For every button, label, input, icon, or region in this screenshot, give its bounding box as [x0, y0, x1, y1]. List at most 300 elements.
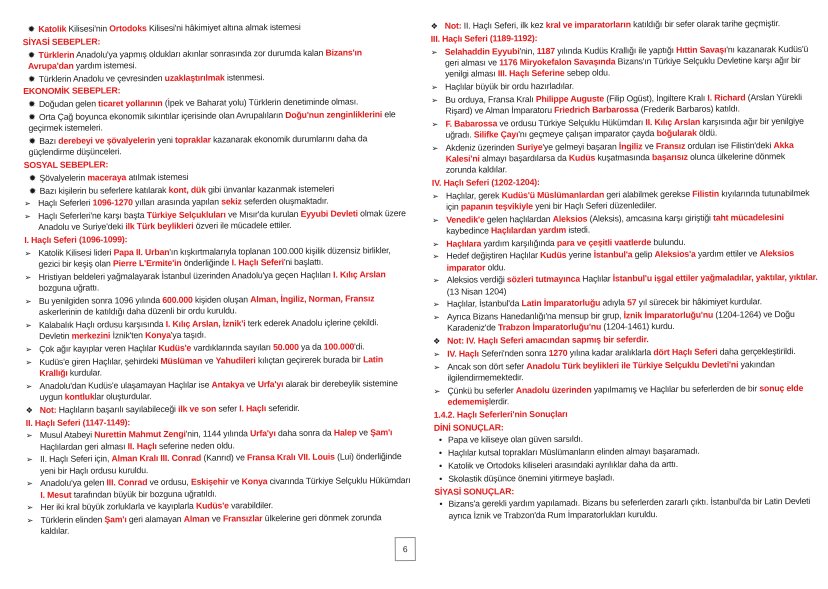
dot-bullet-icon: •: [438, 435, 442, 446]
body-text: (Aleksis), amcasına karşı giriştiği: [587, 212, 714, 224]
star-bullet-icon: ✹: [28, 135, 36, 147]
highlight-text: 1187: [536, 45, 556, 56]
body-text: ve ordusu Türkiye Selçuklu Hükümdarı: [497, 116, 646, 128]
body-text: seferden oluşmaktadır.: [241, 196, 329, 207]
list-item: [431, 91, 816, 116]
section-heading: [23, 83, 408, 97]
body-text: II. Haçlı Seferi için,: [40, 453, 112, 465]
highlight-text: Kudüs'e: [158, 342, 192, 353]
body-text: istenmesi.: [224, 71, 265, 83]
body-text: ve: [244, 378, 258, 390]
arrow-bullet-icon: ➢: [24, 272, 32, 283]
arrow-bullet-icon: ➢: [432, 252, 440, 262]
body-text: geri alamayan: [126, 513, 184, 525]
body-text: Kalabalık Haçlı ordusu karşısında: [38, 318, 166, 330]
highlight-text: Konya: [145, 330, 171, 341]
list-item: [24, 170, 409, 184]
star-bullet-icon: ✹: [28, 73, 36, 84]
arrow-bullet-icon: ➢: [24, 320, 32, 331]
body-text: Kudüs'e giren Haçlılar, şehirdeki: [39, 355, 161, 367]
highlight-text: derebeyi ve şövalyelerin: [58, 135, 156, 146]
body-text: Bu orduya, Fransa Kralı: [445, 93, 536, 105]
body-text: olmak üzere Anadolu ve Suriye'deki: [38, 208, 406, 233]
star-bullet-icon: ✹: [28, 99, 36, 110]
highlight-text: IV. Haçlı: [447, 348, 479, 359]
highlight-text: I. Haçlı Seferi: [231, 257, 284, 268]
highlight-text: I. Richard: [707, 91, 746, 103]
body-text: ve: [202, 355, 216, 366]
list-item: [26, 427, 411, 452]
highlight-text: DİNİ SONUÇLAR:: [433, 421, 504, 433]
arrow-bullet-icon: ➢: [431, 95, 438, 105]
highlight-text: 1176 Miryokefalon Savaşında: [499, 56, 616, 68]
highlight-text: başarısız: [651, 151, 688, 162]
list-item: [26, 451, 411, 476]
highlight-text: sonuç elde edememiş: [447, 382, 804, 407]
list-item: [24, 245, 409, 270]
list-item: [434, 458, 819, 472]
body-text: yardım karşılığında: [481, 237, 557, 249]
body-text: Kilisesi'nin: [66, 23, 110, 34]
highlight-text: kontluk: [64, 391, 95, 402]
highlight-text: II. Haçlı: [127, 440, 157, 451]
body-text: (Frederik Barbaros) katıldı.: [638, 103, 740, 115]
highlight-text: SİYASİ SONUÇLAR:: [434, 485, 515, 497]
list-item: [433, 309, 818, 334]
star-bullet-icon: ✹: [28, 185, 37, 196]
body-text: özveri ile mücadele ettiler.: [193, 220, 292, 232]
section-heading: [434, 407, 819, 421]
highlight-text: Fransızlar: [222, 513, 263, 524]
diamond-bullet-icon: ❖: [433, 336, 441, 347]
list-item: [433, 296, 818, 310]
arrow-bullet-icon: ➢: [433, 349, 440, 359]
body-text: askerlerinin de katıldığı daha düzenli bir ordu kuruldu.: [38, 305, 237, 318]
body-text: Ayrıca Bizans Hanedanlığı'na mensup bir grup,: [446, 310, 624, 322]
highlight-text: Urfa'yı: [250, 428, 276, 439]
body-text: Akdeniz üzerinden: [445, 141, 517, 153]
highlight-text: merkezini: [71, 330, 111, 341]
list-item: [432, 139, 817, 176]
list-item: [434, 471, 819, 485]
list-item: [25, 293, 410, 318]
highlight-text: para ve çeşitli vaatlerde: [556, 236, 652, 248]
highlight-text: Şam'ı: [370, 427, 393, 438]
body-text: 'di.: [354, 341, 365, 352]
highlight-text: Not: IV. Haçlı Seferi amacından sapmış bir seferdir.: [447, 334, 649, 346]
body-text: gibi ünvanlar kazanmak istemeleri: [205, 183, 335, 195]
body-text: yeni: [155, 134, 176, 146]
list-item: [433, 346, 818, 360]
body-text: 'ın kışkırtmalarıyla toplanan 100.000 kişilik düzensiz birlikler, gezici bir keşiş olan: [38, 245, 391, 270]
body-text: terk ederek Anadolu içlerine çekildi. Devletin: [39, 317, 379, 342]
arrow-bullet-icon: ➢: [24, 212, 31, 222]
body-text: ülkelerine geri dönmek zorunda kaldılar.: [40, 512, 382, 537]
list-item: [433, 359, 818, 384]
body-text: 'nin,: [519, 45, 537, 56]
body-text: istedi.: [566, 224, 591, 235]
body-text: Çok ağır kayıplar veren Haçlılar: [39, 342, 159, 354]
highlight-text: Latin Krallığı: [39, 354, 384, 378]
dot-bullet-icon: •: [439, 460, 443, 471]
highlight-text: Alman: [183, 513, 210, 524]
highlight-text: Philippe Auguste: [535, 93, 605, 104]
body-text: geri alabilmek gerekse: [604, 188, 693, 200]
highlight-text: sözleri tutmayınca: [506, 274, 581, 285]
highlight-text: Not:: [39, 404, 57, 415]
highlight-text: papanın teşvikiyle: [460, 200, 533, 212]
highlight-text: dört Haçlı Seferi: [653, 346, 718, 358]
body-text: orduları ise Filistin'deki: [685, 139, 774, 151]
body-text: yeni bir Haçlı Seferi düzenlediler.: [532, 199, 657, 211]
star-bullet-icon: ✹: [27, 23, 35, 35]
star-bullet-icon: ✹: [28, 111, 36, 123]
highlight-text: İstanbul'u işgal ettiler yağmaladılar, yaktılar, yıktılar.: [612, 272, 818, 284]
highlight-text: EKONOMİK SEBEPLER:: [23, 85, 121, 97]
arrow-bullet-icon: ➢: [433, 386, 441, 396]
arrow-bullet-icon: ➢: [24, 296, 32, 307]
body-text: yapılmamış ve Haçlılar bu seferlerden de bir: [591, 383, 760, 395]
body-text: vardıklarında sayıları: [191, 342, 274, 353]
highlight-text: Yahudileri: [215, 355, 256, 366]
highlight-text: I. Haçlı: [239, 402, 267, 414]
body-text: kıyılarında tutunabilmek için: [446, 187, 810, 212]
highlight-text: Nurettin Mahmut Zengi: [94, 429, 186, 440]
highlight-text: Alman Kralı III. Conrad: [111, 453, 202, 464]
body-text: ve: [228, 476, 242, 487]
list-item: [25, 354, 410, 379]
arrow-bullet-icon: ➢: [24, 248, 32, 259]
highlight-text: topraklar: [174, 134, 211, 145]
list-item: [26, 499, 411, 513]
body-text: öldü.: [696, 127, 718, 138]
body-text: civarında Türkiye Selçuklu Hükümdarı: [267, 475, 411, 487]
body-text: yılları arasında yapılan: [132, 196, 222, 208]
highlight-text: Aleksios: [552, 213, 588, 224]
arrow-bullet-icon: ➢: [431, 191, 439, 201]
highlight-text: Venedik'e: [446, 214, 485, 225]
body-text: Bazı: [39, 135, 59, 146]
highlight-text: 57: [627, 297, 637, 308]
body-text: 'nı kazanarak Kudüs'ü geri alması ve: [444, 43, 809, 68]
page-number: 6: [395, 537, 416, 561]
body-text: (İpek ve Baharat yolu) Türklerin denetiminde olması.: [162, 96, 359, 109]
highlight-text: Urfa'yı: [257, 378, 284, 389]
highlight-text: Filistin: [692, 188, 720, 199]
body-text: tarafından büyük bir bozguna uğratıldı.: [71, 488, 217, 500]
highlight-text: Fransız: [655, 140, 686, 151]
list-item: [432, 211, 817, 236]
body-text: ve: [209, 513, 223, 524]
highlight-text: Fransa Kralı VII. Louis: [246, 451, 335, 463]
arrow-bullet-icon: ➢: [25, 381, 33, 391]
highlight-text: Hıttin Savaşı: [676, 44, 727, 55]
body-text: ele geçirmek istemeleri.: [28, 109, 396, 134]
body-text: alarak bir derebeylik sistemine uygun: [39, 377, 398, 402]
body-text: bulundu.: [651, 236, 686, 247]
highlight-text: SİYASİ SEBEPLER:: [22, 36, 101, 47]
highlight-text: Eyyubi Devleti: [300, 208, 358, 220]
highlight-text: İznik İmparatorluğu'nu: [623, 309, 714, 321]
highlight-text: II. Kılıç Arslan: [645, 116, 701, 127]
body-text: Doğudan gelen: [38, 98, 99, 110]
body-text: (13 Nisan 1204): [446, 285, 507, 297]
body-text: Çünkü bu seferler: [447, 384, 516, 396]
list-item: [431, 79, 816, 93]
list-item: [25, 269, 410, 294]
body-text: Bizans'a gerekli yardım yapılamadı. Bizans bu seferlerden zararlı çıktı. İstanbul'da bir Latin Devleti ayrıca İznik ve Trabzon'da Rum İmparatorlukları kuruldu.: [448, 496, 811, 521]
body-text: ve Mısır'da kurulan: [225, 209, 301, 220]
body-text: sebep oldu.: [564, 67, 611, 78]
body-text: Haçlıların başarılı sayılabileceği: [56, 403, 179, 415]
dot-bullet-icon: •: [439, 473, 443, 484]
list-item: [23, 47, 408, 72]
body-text: varabildiler.: [228, 500, 274, 511]
body-text: yerine: [566, 249, 594, 261]
arrow-bullet-icon: ➢: [433, 362, 440, 372]
body-text: önderliğinde: [181, 257, 232, 268]
list-item: [432, 187, 817, 212]
highlight-text: F. Babarossa: [445, 117, 498, 129]
section-heading: [24, 157, 409, 171]
highlight-text: IV. Haçlı Seferi (1202-1204):: [431, 176, 540, 188]
highlight-text: Aleksios imparator: [446, 248, 795, 273]
highlight-text: Eskişehir: [190, 476, 229, 488]
highlight-text: I. Kılıç Arslan, İznik'i: [165, 318, 246, 329]
highlight-text: Anadolu üzerinden: [515, 384, 592, 395]
body-text: Türklerin Anadolu ve çevresinden: [38, 72, 165, 84]
highlight-text: II. Haçlı Seferi (1147-1149):: [25, 416, 131, 428]
body-text: ve ordusu,: [147, 477, 191, 488]
highlight-text: I. Mesut: [40, 489, 72, 500]
body-text: gelen haçlılardan: [484, 213, 553, 225]
list-item: [434, 432, 819, 446]
body-text: ve: [356, 427, 371, 438]
body-text: İznik'ten: [110, 330, 146, 341]
body-text: Orta Çağ boyunca ekonomik sıkıntılar içerisinde olan Avrupalıların: [38, 109, 286, 122]
arrow-bullet-icon: ➢: [431, 119, 439, 129]
body-text: kılıçtan geçirerek burada bir: [255, 354, 364, 366]
highlight-text: 50.000: [273, 341, 299, 353]
body-text: Kilisesi'ni hâkimiyet altına almak istemesi: [146, 21, 301, 34]
highlight-text: Türkiye Selçukluları: [146, 209, 226, 221]
highlight-text: boğularak: [656, 127, 697, 138]
section-heading: [26, 415, 411, 429]
highlight-text: İstanbul'a: [593, 249, 633, 260]
body-text: Şövalyelerin: [39, 172, 88, 183]
list-item: [431, 115, 816, 140]
highlight-text: Latin İmparatorluğu: [521, 297, 601, 309]
highlight-text: Haçlılardan yardım: [490, 224, 567, 236]
highlight-text: Şam'ı: [104, 514, 127, 525]
star-bullet-icon: ✹: [28, 172, 37, 183]
body-text: katıldığı bir sefer olarak tarihe geçmiştir.: [630, 18, 781, 30]
list-item: [25, 341, 410, 355]
diamond-bullet-icon: ❖: [25, 405, 33, 415]
list-item: [24, 208, 409, 233]
body-text: 'ya taşıdı.: [170, 329, 207, 341]
highlight-text: sekiz: [221, 196, 242, 207]
body-text: Katolik Kilisesi lideri: [38, 247, 114, 258]
arrow-bullet-icon: ➢: [432, 239, 439, 249]
arrow-bullet-icon: ➢: [24, 199, 31, 209]
highlight-text: Selahaddin Eyyubi: [444, 45, 520, 57]
list-item: [25, 317, 410, 342]
body-text: sefer: [216, 403, 240, 414]
body-text: oldu.: [485, 261, 506, 273]
highlight-text: Kudüs'e: [195, 500, 229, 512]
arrow-bullet-icon: ➢: [431, 82, 438, 92]
highlight-text: ilk Türk beylikleri: [125, 221, 194, 232]
highlight-text: Bizans'ın Avrupa'dan: [27, 46, 362, 71]
body-text: Anadolu'ya yapmış oldukları akınlar sonrasında zor durumda kalan: [74, 47, 326, 60]
body-text: Haçlı Seferleri: [38, 197, 93, 209]
list-item: [25, 378, 410, 403]
dot-bullet-icon: •: [438, 447, 442, 458]
highlight-text: Kudüs: [540, 250, 567, 261]
section-heading: [434, 483, 819, 497]
arrow-bullet-icon: ➢: [25, 344, 32, 355]
body-text: (1204-1264) ve Doğu Karadeniz'de: [447, 309, 795, 334]
list-item: [432, 248, 817, 273]
body-text: 'nin, 1144 yılında: [185, 428, 251, 440]
section-heading: [23, 34, 408, 48]
arrow-bullet-icon: ➢: [25, 357, 32, 367]
list-item: [23, 96, 408, 110]
highlight-text: Türklerin: [38, 49, 75, 60]
highlight-text: Trabzon İmparatorluğu'nu: [497, 321, 602, 333]
body-text: II. Haçlı Seferi, ilk kez: [461, 19, 546, 31]
section-heading: [431, 31, 816, 45]
body-text: (Filip Ogüst), İngiltere Kralı: [604, 92, 708, 104]
body-text: lar oluşturdular.: [94, 391, 152, 402]
body-text: Bizans'ın Türkiye Selçuklu Devletine karşı ağır bir yenilgi alması: [445, 54, 801, 79]
list-item: [23, 71, 408, 85]
body-text: (Lui) önderliğinde yeni bir Haçlı ordusu kuruldu.: [40, 451, 402, 476]
body-text: Katolik ve Ortodoks kiliseleri arasındaki ayrılıklar daha da arttı.: [448, 458, 679, 471]
highlight-text: Alman, İngiliz, Norman, Fransız: [250, 293, 375, 305]
body-text: Ancak son dört sefer: [447, 360, 527, 372]
arrow-bullet-icon: ➢: [26, 503, 34, 513]
list-item: [24, 195, 409, 209]
body-text: almayı başardılarsa da: [479, 152, 569, 164]
body-text: karşısında ağır bir yenilgiye uğradı.: [445, 115, 804, 140]
list-item: [434, 496, 819, 521]
body-text: adıyla: [600, 297, 628, 308]
list-item: [434, 445, 819, 459]
highlight-text: Konya: [241, 476, 268, 487]
highlight-text: Aleksios'a: [654, 249, 696, 260]
arrow-bullet-icon: ➢: [432, 312, 440, 323]
body-text: Haçlılar kutsal toprakları Müslümanların elinden almayı başaramadı.: [447, 445, 700, 458]
body-text: seferine neden oldu.: [156, 439, 235, 451]
body-text: seferidir.: [266, 402, 300, 413]
arrow-bullet-icon: ➢: [25, 431, 33, 441]
highlight-text: Pierre L'Ermite'in: [112, 257, 182, 269]
list-item: [26, 402, 411, 416]
body-text: Anadolu'dan Kudüs'e ulaşamayan Haçlılar ise: [39, 379, 212, 391]
highlight-text: uzaklaştırılmak: [164, 72, 225, 83]
highlight-text: Doğu'nun zenginliklerini: [285, 109, 383, 120]
highlight-text: Haçlılara: [446, 238, 482, 249]
highlight-text: 1.4.2. Haçlı Seferleri'nin Sonuçları: [433, 408, 568, 420]
body-text: Haçlılar, gerek: [445, 189, 502, 201]
section-heading: [24, 232, 409, 246]
body-text: Skolastik düşünce önemini yitirmeye başladı.: [448, 472, 615, 484]
highlight-text: 1270: [548, 347, 568, 358]
section-heading: [434, 419, 819, 433]
body-text: Haçlı Seferleri'ne karşı başta: [38, 210, 147, 222]
body-text: Haçlılar: [579, 273, 613, 285]
body-text: yardım ettiler ve: [695, 248, 760, 260]
highlight-text: SOSYAL SEBEPLER:: [23, 159, 109, 171]
body-text: gelip: [632, 249, 655, 260]
highlight-text: Friedrich Barbarossa: [554, 104, 639, 115]
highlight-text: Halep: [333, 427, 357, 438]
highlight-text: ilk ve son: [178, 403, 217, 414]
arrow-bullet-icon: ➢: [432, 300, 440, 310]
body-text: yardım istemesi.: [73, 59, 137, 71]
highlight-text: Silifke Çayı: [473, 128, 519, 140]
list-item: [431, 18, 816, 32]
list-item: [433, 272, 818, 297]
highlight-text: Kudüs'ü Müslümanlardan: [501, 189, 605, 200]
body-text: ya da: [298, 341, 324, 352]
highlight-text: Anadolu Türk beylikleri ile Türkiye Selçuklu Devleti'ni: [526, 359, 739, 371]
list-item: [431, 43, 816, 80]
right-column: [431, 18, 820, 536]
list-item: [27, 512, 412, 537]
highlight-text: Katolik: [38, 23, 67, 34]
highlight-text: III. Haçlı Seferine: [497, 67, 565, 79]
list-item: [26, 475, 411, 500]
highlight-text: 100.000: [323, 341, 355, 352]
highlight-text: Müslüman: [160, 355, 203, 366]
body-text: yılında Kudüs Krallığı ile yaptığı: [554, 44, 677, 56]
list-item: [23, 21, 408, 35]
list-item: [433, 383, 818, 408]
highlight-text: III. Haçlı Seferi (1189-1192):: [430, 32, 538, 44]
list-item: [23, 109, 408, 134]
arrow-bullet-icon: ➢: [26, 516, 34, 526]
body-text: bozguna uğrattı.: [38, 282, 100, 294]
highlight-text: ticaret yollarının: [98, 98, 163, 109]
body-text: yılına kadar aralıklarla: [567, 347, 654, 358]
highlight-text: Ortodoks: [109, 23, 147, 34]
arrow-bullet-icon: ➢: [26, 455, 33, 465]
body-text: kazanarak ekonomik durumlarını daha da güçlendirme düşünceleri.: [28, 133, 368, 158]
body-text: ve: [642, 140, 656, 151]
body-text: Seferi'nden sonra: [478, 347, 549, 359]
body-text: Hristiyan beldeleri yağmalayarak İstanbul üzerinden Anadolu'ya geçen Haçlıları: [38, 269, 334, 282]
highlight-text: I. Kılıç Arslan: [333, 269, 386, 280]
body-text: yakından ilgilendirmemektedir.: [447, 358, 775, 383]
highlight-text: İngiliz: [618, 140, 643, 151]
body-text: Haçlılar, İstanbul'da: [446, 298, 522, 310]
body-text: Haçlılardan geri alması: [39, 440, 128, 452]
diamond-bullet-icon: ❖: [430, 21, 438, 31]
highlight-text: kral ve imparatorların: [545, 19, 631, 30]
body-text: Bazı kişilerin bu seferlere katılarak: [39, 184, 169, 196]
body-text: (Arslan Yürekli Rişard) ve Alman İmparatoru: [445, 91, 802, 116]
body-text: kişiden oluşan: [192, 294, 251, 305]
highlight-text: kont, dük: [168, 184, 206, 195]
highlight-text: I. Haçlı Seferi (1096-1099):: [24, 234, 128, 246]
list-item: [433, 333, 818, 347]
body-text: Aleksios verdiği: [446, 274, 507, 286]
highlight-text: 1096-1270: [92, 197, 133, 208]
highlight-text: 600.000: [162, 294, 193, 305]
